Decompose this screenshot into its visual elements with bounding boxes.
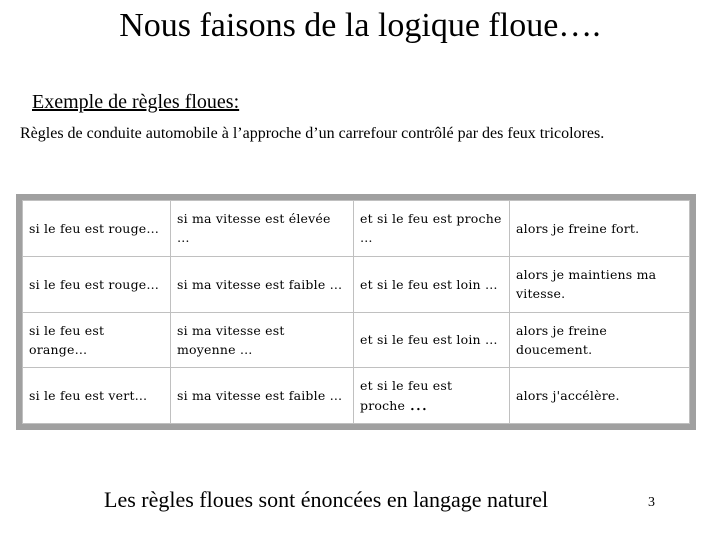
- rules-table-frame: [16, 194, 696, 430]
- rule-speed-cell: si ma vitesse est élevée …: [171, 201, 354, 257]
- slide-subtitle: Exemple de règles floues:: [32, 91, 240, 113]
- rule-light-cell: si le feu est rouge…: [23, 201, 171, 257]
- rule-light-cell: si le feu est vert…: [23, 368, 171, 424]
- table-row: [23, 256, 690, 312]
- rules-context: Règles de conduite automobile à l’approche d’un carrefour contrôlé par des feux tricolores.: [20, 125, 605, 142]
- rule-action-cell: alors je freine doucement.: [510, 312, 690, 368]
- table-row: [23, 201, 690, 257]
- rule-action-cell: alors je maintiens ma vitesse.: [510, 256, 690, 312]
- slide-title: Nous faisons de la logique floue….: [119, 7, 601, 44]
- table-row: [23, 312, 690, 368]
- rule-speed-cell: si ma vitesse est faible …: [171, 368, 354, 424]
- rule-distance-line1: et si le feu est: [360, 378, 453, 394]
- rule-speed-cell: si ma vitesse est faible …: [171, 256, 354, 312]
- rule-distance-word: proche: [360, 398, 406, 414]
- rule-distance-dots: …: [409, 394, 428, 416]
- rule-distance-line2: [360, 395, 503, 415]
- rules-table: [22, 200, 690, 424]
- table-row: [23, 368, 690, 424]
- rule-action-cell: alors j'accélère.: [510, 368, 690, 424]
- rule-distance-cell: [354, 368, 510, 424]
- rule-speed-cell: si ma vitesse est moyenne …: [171, 312, 354, 368]
- rule-light-cell: si le feu est orange…: [23, 312, 171, 368]
- rule-light-cell: si le feu est rouge…: [23, 256, 171, 312]
- rule-distance-cell: et si le feu est loin …: [354, 256, 510, 312]
- page-number: 3: [648, 495, 655, 510]
- rule-action-cell: alors je freine fort.: [510, 201, 690, 257]
- slide-footer: Les règles floues sont énoncées en langage naturel: [104, 487, 549, 512]
- rule-distance-cell: et si le feu est loin …: [354, 312, 510, 368]
- rule-distance-cell: et si le feu est proche …: [354, 201, 510, 257]
